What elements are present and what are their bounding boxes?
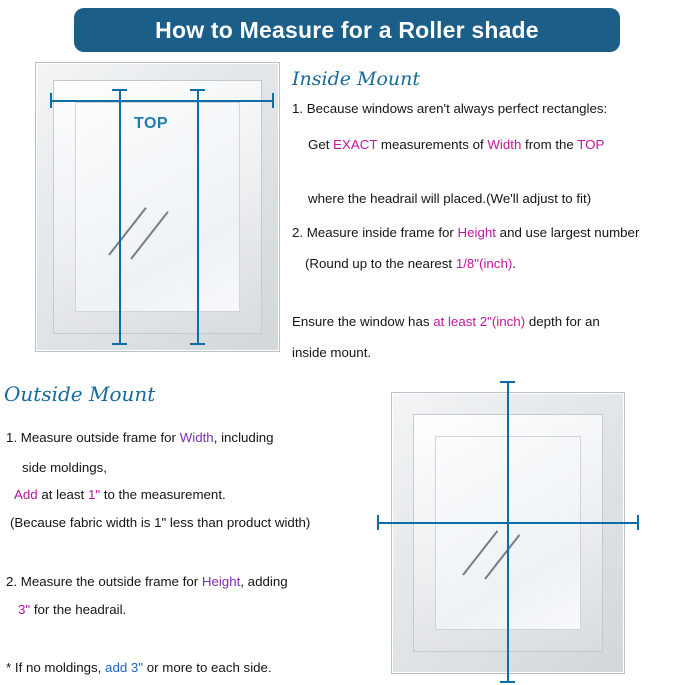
outside-mount-heading: Outside Mount (4, 382, 156, 406)
text-fragment: measurements of (377, 137, 488, 152)
text-fragment: at least 2"(inch) (433, 314, 526, 329)
inside-height-left-top-cap (112, 89, 127, 91)
text-fragment: 1" (87, 487, 101, 502)
outside-mount-line-3 (14, 486, 226, 503)
text-fragment: at least (37, 487, 88, 502)
inside-mount-line-2 (308, 136, 604, 153)
inside-mount-line-3 (308, 190, 591, 207)
inside-height-left-bottom-cap (112, 343, 127, 345)
outside-mount-line-1 (6, 429, 274, 446)
text-fragment: (Because fabric width is 1" less than product width) (10, 515, 311, 530)
top-label: TOP (134, 115, 169, 132)
inside-width-measure-line (50, 100, 274, 102)
inside-height-right-top-cap (190, 89, 205, 91)
outside-mount-line-4 (10, 514, 310, 531)
text-fragment: 2. Measure inside frame for (292, 225, 458, 240)
outside-mount-line-6 (18, 601, 126, 618)
outside-mount-line-5 (6, 573, 288, 590)
inside-mount-line-5 (305, 255, 516, 272)
text-fragment: * If no moldings, (6, 660, 106, 675)
text-fragment: Ensure the window has (292, 314, 434, 329)
text-fragment: Width (179, 430, 214, 445)
inside-mount-line-6 (292, 313, 600, 330)
text-fragment: Width (487, 137, 522, 152)
text-fragment: . (512, 256, 516, 271)
text-fragment: add 3" (105, 660, 144, 675)
inside-mount-line-7 (292, 344, 371, 361)
window-glass-pane (75, 102, 240, 312)
inside-width-left-cap (50, 93, 52, 108)
text-fragment: TOP (577, 137, 605, 152)
text-fragment: Height (457, 225, 496, 240)
inside-mount-line-4 (292, 224, 639, 241)
text-fragment: , including (213, 430, 274, 445)
inside-height-right-line (197, 89, 199, 345)
text-fragment: Height (201, 574, 241, 589)
inside-mount-line-1 (292, 100, 607, 117)
text-fragment: EXACT (333, 137, 378, 152)
inside-height-left-line (119, 89, 121, 345)
text-fragment: 2. Measure the outside frame for (6, 574, 202, 589)
text-fragment: side moldings, (22, 460, 107, 475)
outside-mount-line-2 (22, 459, 107, 476)
outside-height-measure-line (507, 381, 509, 683)
text-fragment: (Round up to the nearest (305, 256, 456, 271)
text-fragment: and use largest number (495, 225, 640, 240)
outside-height-top-cap (500, 381, 515, 383)
text-fragment: for the headrail. (30, 602, 127, 617)
text-fragment: , adding (240, 574, 288, 589)
inside-height-right-bottom-cap (190, 343, 205, 345)
text-fragment: inside mount. (292, 345, 372, 360)
text-fragment: to the measurement. (100, 487, 226, 502)
text-fragment: Add (14, 487, 38, 502)
outside-mount-footnote (6, 659, 272, 676)
text-fragment: where the headrail will placed.(We'll adjust to fit) (308, 191, 592, 206)
text-fragment: 3" (18, 602, 31, 617)
inside-mount-window-illustration (35, 62, 278, 350)
page-title-banner (74, 8, 620, 52)
text-fragment: Get (308, 137, 334, 152)
page-title: How to Measure for a Roller shade (155, 16, 539, 43)
text-fragment: 1. Measure outside frame for (6, 430, 180, 445)
outside-height-bottom-cap (500, 681, 515, 683)
text-fragment: depth for an (525, 314, 600, 329)
text-fragment: from the (521, 137, 578, 152)
outside-width-left-cap (377, 515, 379, 530)
inside-width-right-cap (272, 93, 274, 108)
inside-mount-heading: Inside Mount (292, 68, 421, 90)
outside-width-right-cap (637, 515, 639, 530)
text-fragment: 1. Because windows aren't always perfect rectangles: (292, 101, 608, 116)
text-fragment: 1/8"(inch) (455, 256, 513, 271)
text-fragment: or more to each side. (143, 660, 272, 675)
